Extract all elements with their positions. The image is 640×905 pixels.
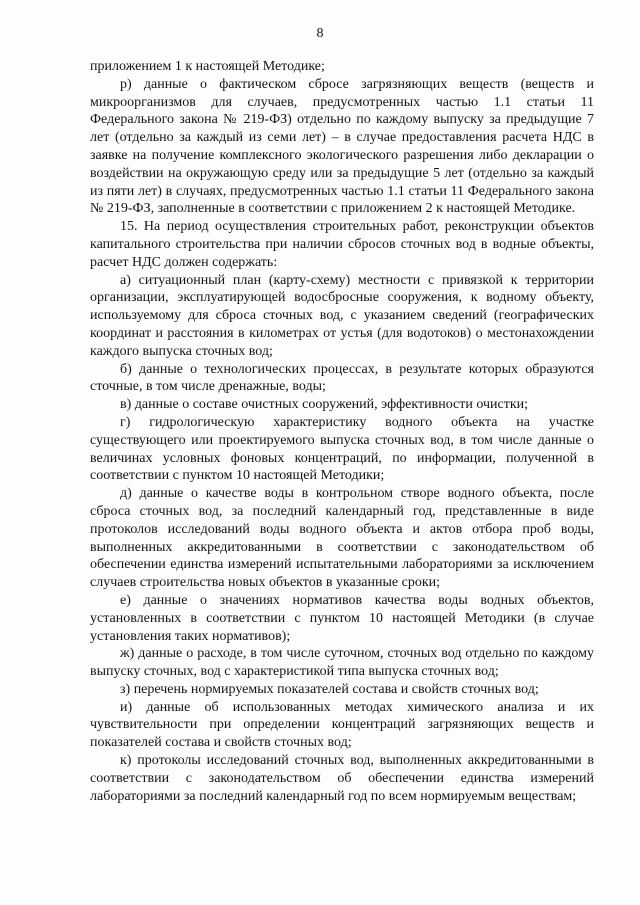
paragraph-item-a: а) ситуационный план (карту-схему) местности с привязкой к территории организации, эксплуатирующей водосбросные сооружения, к водному объекту, используемому для сброса сточных вод, с указанием сведений (географических координат и расстояния в километрах от устья (для водотоков) о местонахождении каждого выпуска сточных вод; [90, 272, 594, 359]
paragraph-item-v: в) данные о составе очистных сооружений, эффективности очистки; [120, 397, 529, 413]
paragraph-item-r: р) данные о фактическом сбросе загрязняющих веществ (веществ и микроорганизмов для случаев, предусмотренных частью 1.1 статьи 11 Федерального закона № 219-ФЗ) отдельно по каждому выпуску за предыдущие 7 лет (отдельно за каждый из семи лет) – в случае предоставления расчета НДС в заявке на получение комплексного экологического разрешения либо декларации о воздействии на окружающую среду или за предыдущие 5 лет (отдельно за каждый из пяти лет) в случаях, предусмотренных частью 1.1 статьи 11 Федерального закона № 219-ФЗ, заполненные в соответствии с приложением 2 к настоящей Методике. [90, 76, 594, 217]
paragraph-section-15: 15. На период осуществления строительных работ, реконструкции объектов капитального строительства при наличии сбросов сточных вод в водные объекты, расчет НДС должен содержать: [90, 219, 594, 270]
document-body [90, 58, 594, 805]
paragraph-item-b: б) данные о технологических процессах, в результате которых образуются сточные, в том числе дренажные, воды; [90, 361, 594, 395]
paragraph-item-k: к) протоколы исследований сточных вод, выполненных аккредитованными в соответствии с законодательством об обеспечении единства измерений лабораториями за последний календарный год по всем нормируемым веществам; [90, 753, 594, 804]
paragraph-item-z: з) перечень нормируемых показателей состава и свойств сточных вод; [120, 681, 539, 697]
paragraph-continuation: приложением 1 к настоящей Методике; [90, 59, 325, 74]
paragraph-item-d: д) данные о качестве воды в контрольном створе водного объекта, после сброса сточных вод, за последний календарный год, представленные в виде протоколов исследований воды водного объекта и актов отбора проб воды, выполненных аккредитованными в соответствии с законодательством об обеспечении единства измерений испытательными лабораториями за исключением случаев строительства новых объектов в указанные сроки; [90, 486, 594, 591]
paragraph-item-i: и) данные об использованных методах химического анализа и их чувствительности при определении концентраций загрязняющих веществ и показателей состава и свойств сточных вод; [90, 699, 594, 751]
page-number: 8 [316, 26, 324, 41]
paragraph-item-zh: ж) данные о расходе, в том числе суточном, сточных вод отдельно по каждому выпуску сточных, вод с характеристикой типа выпуска сточных вод; [90, 646, 594, 680]
paragraph-item-g: г) гидрологическую характеристику водного объекта на участке существующего или проектируемого выпуска сточных вод, в том числе данные о величинах условных фоновых концентраций, по информации, полученной в соответствии с пунктом 10 настоящей Методики; [90, 414, 594, 484]
paragraph-item-e: е) данные о значениях нормативов качества воды водных объектов, установленных в соответствии с пунктом 10 настоящей Методики (в случае установления таких нормативов); [90, 592, 594, 644]
